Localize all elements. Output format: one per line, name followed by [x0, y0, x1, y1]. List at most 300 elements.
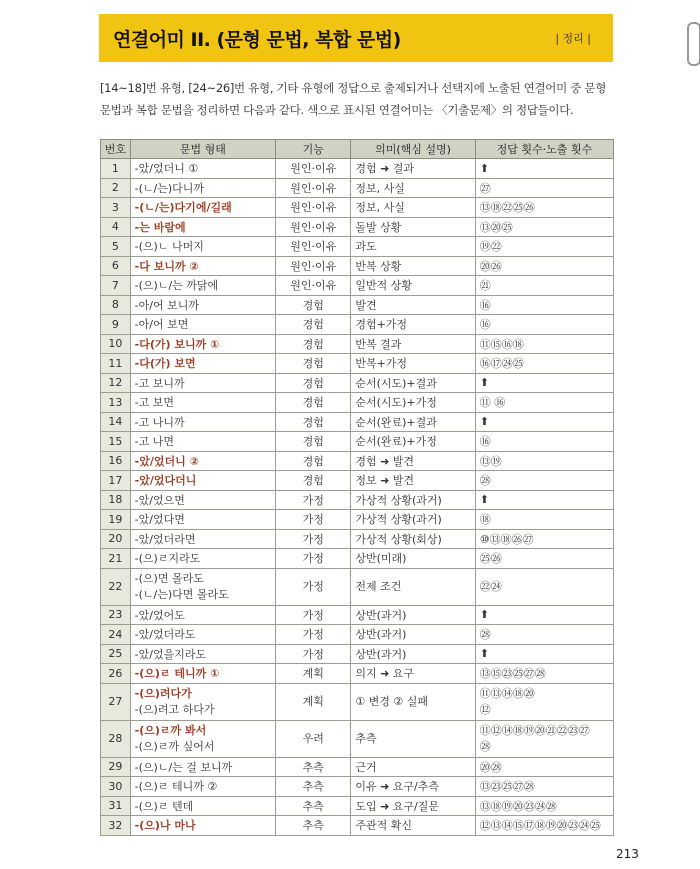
- row-number: [101, 451, 131, 471]
- grammar-meaning-text: 순서(완료)+결과: [355, 415, 437, 429]
- answer-counts-text: ⬆: [479, 415, 489, 429]
- answer-counts-text: ⑬⑮㉓㉕㉗㉘: [479, 667, 546, 681]
- grammar-meaning-text: 순서(시도)+가정: [355, 396, 437, 410]
- answer-counts-text: ㉒㉔: [479, 579, 502, 593]
- table-row: [101, 237, 614, 257]
- grammar-function-text: 경험: [302, 376, 324, 390]
- grammar-meaning: [351, 432, 475, 452]
- table-row: [101, 432, 614, 452]
- grammar-function: [276, 549, 351, 569]
- grammar-form: [130, 334, 275, 354]
- grammar-meaning-text: 경험 ➜ 결과: [355, 162, 415, 176]
- answer-counts-text: ⑬⑳㉕: [479, 220, 513, 234]
- grammar-form: [130, 276, 275, 296]
- answer-counts-text: ⬆: [479, 493, 489, 507]
- grammar-form: [130, 295, 275, 315]
- answer-counts: [475, 816, 613, 836]
- grammar-form-text: -았/었더니 ①: [134, 162, 199, 176]
- grammar-meaning: [351, 549, 475, 569]
- grammar-form: [130, 373, 275, 393]
- answer-counts-text: ⬆: [479, 376, 489, 390]
- table-row: [101, 490, 614, 510]
- grammar-meaning-text: 경험 ➜ 발견: [355, 454, 415, 468]
- answer-counts: [475, 198, 613, 218]
- grammar-form: [130, 237, 275, 257]
- row-number-text: 16: [108, 454, 123, 468]
- grammar-form-text: -다 보니까 ②: [134, 259, 199, 273]
- grammar-function: [276, 217, 351, 237]
- grammar-function-text: 가정: [302, 552, 324, 566]
- grammar-meaning: [351, 510, 475, 530]
- table-row: [101, 178, 614, 198]
- col-header-meaning: 의미(핵심 설명): [351, 140, 475, 159]
- answer-counts: [475, 471, 613, 491]
- grammar-form-text: -(으)ㄹ까 봐서: [134, 723, 207, 737]
- answer-counts: [475, 796, 613, 816]
- answer-counts: [475, 720, 613, 757]
- col-header-answers: 정답 횟수·노출 횟수: [475, 140, 613, 159]
- row-number-text: 5: [111, 239, 119, 253]
- row-number: [101, 664, 131, 684]
- table-row: [101, 217, 614, 237]
- grammar-form: [130, 625, 275, 645]
- grammar-function: [276, 315, 351, 335]
- row-number-text: 30: [108, 779, 123, 793]
- grammar-function: [276, 644, 351, 664]
- answer-counts: [475, 412, 613, 432]
- answer-counts: [475, 237, 613, 257]
- grammar-function-text: 우려: [302, 731, 324, 745]
- answer-counts: [475, 451, 613, 471]
- grammar-meaning-text: 반복 결과: [355, 337, 402, 351]
- grammar-meaning-text: 근거: [355, 760, 377, 774]
- row-number: [101, 178, 131, 198]
- col-header-function: 기능: [276, 140, 351, 159]
- grammar-meaning-text: 정보 ➜ 발견: [355, 474, 415, 488]
- row-number-text: 25: [108, 647, 123, 661]
- grammar-form: [130, 393, 275, 413]
- grammar-function-text: 경험: [302, 415, 324, 429]
- answer-counts-text: ⑪⑬⑭⑱⑳: [479, 686, 535, 700]
- row-number: [101, 256, 131, 276]
- answer-counts: [475, 334, 613, 354]
- grammar-function: [276, 683, 351, 720]
- grammar-meaning-text: 정보, 사실: [355, 201, 405, 215]
- section-tag: | 정리 |: [555, 32, 591, 45]
- row-number-text: 21: [108, 551, 123, 565]
- grammar-function: [276, 412, 351, 432]
- row-number-text: 19: [108, 512, 123, 526]
- grammar-function: [276, 432, 351, 452]
- row-number: [101, 777, 131, 797]
- row-number-text: 15: [108, 434, 123, 448]
- row-number: [101, 510, 131, 530]
- row-number-text: 2: [111, 181, 119, 195]
- grammar-form-text: -았/었다면: [134, 513, 185, 527]
- grammar-meaning-text: 정보, 사실: [355, 181, 405, 195]
- row-number-text: 28: [108, 731, 123, 745]
- table-row: [101, 315, 614, 335]
- grammar-form: [130, 816, 275, 836]
- row-number: [101, 757, 131, 777]
- grammar-meaning: [351, 354, 475, 374]
- row-number: [101, 412, 131, 432]
- grammar-meaning-text: 경험+가정: [355, 318, 408, 332]
- table-row: [101, 605, 614, 625]
- grammar-meaning-text: 의지 ➜ 요구: [355, 667, 415, 681]
- grammar-form-text: -아/어 보니까: [134, 298, 199, 312]
- grammar-form-text: -았/었더니 ②: [134, 454, 199, 468]
- grammar-form-text: -고 보면: [134, 396, 175, 410]
- grammar-function: [276, 796, 351, 816]
- answer-counts: [475, 549, 613, 569]
- answer-counts-text: ㉑: [479, 279, 491, 293]
- grammar-function: [276, 276, 351, 296]
- answer-counts: [475, 664, 613, 684]
- grammar-form-text: -(으)ㄹ지라도: [134, 552, 201, 566]
- grammar-form: [130, 315, 275, 335]
- grammar-function: [276, 664, 351, 684]
- answer-counts-text: ⑯⑰㉔㉕: [479, 357, 524, 371]
- answer-counts: [475, 625, 613, 645]
- grammar-meaning: [351, 605, 475, 625]
- row-number: [101, 644, 131, 664]
- grammar-meaning: [351, 393, 475, 413]
- grammar-meaning: [351, 198, 475, 218]
- grammar-form: [130, 354, 275, 374]
- grammar-form: [130, 510, 275, 530]
- answer-counts: [475, 315, 613, 335]
- grammar-function: [276, 373, 351, 393]
- grammar-form-text: -(으)ㄹ 텐데: [134, 799, 194, 813]
- row-number: [101, 816, 131, 836]
- answer-counts-text: ⑳㉖: [479, 259, 502, 273]
- grammar-form: [130, 757, 275, 777]
- table-row: [101, 757, 614, 777]
- answer-counts: [475, 373, 613, 393]
- table-row: [101, 777, 614, 797]
- answer-counts: [475, 432, 613, 452]
- answer-counts: [475, 178, 613, 198]
- grammar-form: [130, 568, 275, 605]
- grammar-meaning: [351, 777, 475, 797]
- answer-counts-text: ⑯: [479, 318, 491, 332]
- grammar-function-text: 경험: [302, 357, 324, 371]
- grammar-form-text: -는 바람에: [134, 220, 186, 234]
- row-number-text: 10: [108, 337, 123, 351]
- grammar-function-text: 원인·이유: [290, 220, 337, 234]
- grammar-meaning: [351, 334, 475, 354]
- table-row: [101, 451, 614, 471]
- answer-counts-text: ⑫⑬⑭⑮⑰⑱⑲⑳㉓㉔㉕: [479, 819, 601, 833]
- table-row: [101, 720, 614, 757]
- grammar-form-text: -(으)ㄹ 테니까 ①: [134, 667, 220, 681]
- grammar-meaning: [351, 178, 475, 198]
- row-number-text: 32: [108, 818, 123, 832]
- grammar-function: [276, 178, 351, 198]
- answer-counts-text: ⑯: [479, 298, 491, 312]
- table-row: [101, 510, 614, 530]
- grammar-meaning-text: 상반(과거): [355, 647, 407, 661]
- table-row: [101, 198, 614, 218]
- table-row: [101, 276, 614, 296]
- grammar-form-text: -(ㄴ/는)다기에/길래: [134, 201, 232, 215]
- table-row: [101, 816, 614, 836]
- grammar-form: [130, 490, 275, 510]
- answer-counts: [475, 510, 613, 530]
- row-number-text: 6: [111, 259, 119, 273]
- grammar-function: [276, 471, 351, 491]
- grammar-form: [130, 198, 275, 218]
- grammar-function: [276, 490, 351, 510]
- row-number-text: 8: [111, 298, 119, 312]
- row-number-text: 11: [108, 356, 123, 370]
- grammar-form: [130, 683, 275, 720]
- row-number: [101, 625, 131, 645]
- row-number-text: 29: [108, 760, 123, 774]
- col-header-form: 문법 형태: [130, 140, 275, 159]
- grammar-function-text: 추측: [302, 780, 324, 794]
- grammar-form-text: -고 나니까: [134, 415, 185, 429]
- table-row: [101, 412, 614, 432]
- grammar-form: [130, 217, 275, 237]
- grammar-form-text: -(으)ㄴ/는 걸 보니까: [134, 760, 233, 774]
- table-row: [101, 568, 614, 605]
- grammar-function-text: 가정: [302, 628, 324, 642]
- grammar-form-text: -다(가) 보니까 ①: [134, 337, 220, 351]
- grammar-form: [130, 178, 275, 198]
- grammar-function: [276, 159, 351, 179]
- grammar-form-text: -았/었더라면: [134, 532, 196, 546]
- grammar-meaning-text: 과도: [355, 240, 377, 254]
- grammar-meaning-text: 반복+가정: [355, 357, 408, 371]
- grammar-function-text: 가정: [302, 608, 324, 622]
- grammar-form: [130, 777, 275, 797]
- row-number-text: 23: [108, 608, 123, 622]
- row-number: [101, 490, 131, 510]
- page-number: 213: [616, 847, 639, 861]
- grammar-meaning: [351, 276, 475, 296]
- grammar-form: [130, 529, 275, 549]
- grammar-function-text: 원인·이유: [290, 240, 337, 254]
- row-number: [101, 720, 131, 757]
- grammar-meaning: [351, 568, 475, 605]
- answer-counts: [475, 757, 613, 777]
- grammar-meaning: [351, 490, 475, 510]
- row-number: [101, 217, 131, 237]
- answer-counts-text: ⑪⑮⑯⑱: [479, 337, 524, 351]
- answer-counts-text: ㉘: [479, 474, 491, 488]
- row-number-text: 12: [108, 376, 123, 390]
- row-number: [101, 295, 131, 315]
- grammar-form-text: -(으)ㄴ/는 까닭에: [134, 279, 219, 293]
- grammar-meaning: [351, 471, 475, 491]
- grammar-function: [276, 237, 351, 257]
- grammar-function-text: 경험: [302, 396, 324, 410]
- grammar-function-text: 원인·이유: [290, 279, 337, 293]
- grammar-form: [130, 471, 275, 491]
- table-row: [101, 334, 614, 354]
- grammar-meaning-text: 가상적 상황(회상): [355, 532, 442, 546]
- table-row: [101, 471, 614, 491]
- answer-counts: [475, 777, 613, 797]
- grammar-function: [276, 625, 351, 645]
- row-number-text: 17: [108, 473, 123, 487]
- table-row: [101, 664, 614, 684]
- grammar-form-text: -아/어 보면: [134, 318, 189, 332]
- answer-counts-text: ⑯: [479, 435, 491, 449]
- row-number: [101, 683, 131, 720]
- grammar-meaning-text: 도입 ➜ 요구/질문: [355, 799, 439, 813]
- answer-counts-text: ⑱: [479, 513, 491, 527]
- answer-counts: [475, 217, 613, 237]
- row-number-text: 18: [108, 493, 123, 507]
- grammar-function: [276, 605, 351, 625]
- grammar-function-text: 가정: [302, 579, 324, 593]
- row-number-text: 7: [111, 278, 119, 292]
- paperclip-icon: [687, 22, 700, 66]
- answer-counts: [475, 295, 613, 315]
- grammar-meaning: [351, 237, 475, 257]
- row-number: [101, 276, 131, 296]
- grammar-function: [276, 256, 351, 276]
- grammar-function-text: 계획: [302, 667, 324, 681]
- grammar-form-text: -(으)나 마나: [134, 819, 196, 833]
- grammar-form: [130, 549, 275, 569]
- grammar-function: [276, 354, 351, 374]
- grammar-function-text: 가정: [302, 513, 324, 527]
- grammar-function-text: 가정: [302, 647, 324, 661]
- table-row: [101, 549, 614, 569]
- grammar-form: [130, 412, 275, 432]
- answer-counts-text: ⑬⑱㉒㉕㉖: [479, 201, 535, 215]
- grammar-function-text: 경험: [302, 474, 324, 488]
- row-number-text: 14: [108, 415, 123, 429]
- row-number-text: 24: [108, 627, 123, 641]
- grammar-function: [276, 777, 351, 797]
- grammar-form: [130, 720, 275, 757]
- answer-counts-text: ⑪⑫⑭⑱⑲⑳㉑㉒㉓㉗: [479, 723, 590, 737]
- grammar-meaning-text: 상반(과거): [355, 628, 407, 642]
- grammar-function-text: 추측: [302, 799, 324, 813]
- grammar-function-text: 가정: [302, 493, 324, 507]
- answer-counts-text: ⑪ ⑯: [479, 396, 506, 410]
- table-row: [101, 625, 614, 645]
- grammar-form-text: -았/었으면: [134, 493, 185, 507]
- grammar-function-text: 원인·이유: [290, 181, 337, 195]
- grammar-meaning: [351, 217, 475, 237]
- row-number: [101, 373, 131, 393]
- grammar-function: [276, 295, 351, 315]
- grammar-meaning-text: 가상적 상황(과거): [355, 513, 442, 527]
- row-number: [101, 198, 131, 218]
- grammar-function-text: 경험: [302, 318, 324, 332]
- row-number: [101, 393, 131, 413]
- grammar-meaning-text: 순서(완료)+가정: [355, 435, 437, 449]
- grammar-form-text-2: -(으)려고 하다가: [134, 702, 215, 716]
- grammar-form-text: -(으)려다가: [134, 686, 192, 700]
- grammar-table: [100, 139, 614, 836]
- grammar-function: [276, 529, 351, 549]
- grammar-form-text-2: -(ㄴ/는)다면 몰라도: [134, 587, 229, 601]
- grammar-form-text: -(ㄴ/는)다니까: [134, 181, 205, 195]
- row-number: [101, 334, 131, 354]
- row-number-text: 20: [108, 532, 123, 546]
- grammar-function-text: 원인·이유: [290, 259, 337, 273]
- answer-counts-text: ⑬㉓㉕㉗㉘: [479, 780, 535, 794]
- row-number: [101, 568, 131, 605]
- grammar-meaning: [351, 796, 475, 816]
- answer-counts: [475, 256, 613, 276]
- answer-counts: [475, 683, 613, 720]
- grammar-meaning: [351, 664, 475, 684]
- answer-counts-text: ⬆: [479, 608, 489, 622]
- table-row: [101, 295, 614, 315]
- answer-counts: [475, 354, 613, 374]
- row-number: [101, 432, 131, 452]
- grammar-meaning: [351, 412, 475, 432]
- row-number: [101, 529, 131, 549]
- row-number: [101, 159, 131, 179]
- section-title: 연결어미 II. (문형 문법, 복합 문법): [113, 29, 401, 51]
- grammar-meaning-text: 순서(시도)+결과: [355, 376, 437, 390]
- table-header-row: [101, 140, 614, 159]
- answer-counts: [475, 490, 613, 510]
- grammar-function: [276, 510, 351, 530]
- grammar-form-text: -았/었더라도: [134, 628, 196, 642]
- answer-counts: [475, 568, 613, 605]
- grammar-meaning: [351, 644, 475, 664]
- table-row: [101, 644, 614, 664]
- grammar-meaning: [351, 159, 475, 179]
- grammar-meaning-text: 전제 조건: [355, 579, 402, 593]
- grammar-function-text: 경험: [302, 298, 324, 312]
- grammar-form-text: -(으)면 몰라도: [134, 571, 204, 585]
- grammar-meaning-text: 추측: [355, 731, 377, 745]
- grammar-meaning-text: 돌발 상황: [355, 220, 402, 234]
- row-number-text: 27: [108, 694, 123, 708]
- grammar-meaning: [351, 816, 475, 836]
- grammar-function-text: 경험: [302, 435, 324, 449]
- grammar-function: [276, 451, 351, 471]
- grammar-meaning: [351, 451, 475, 471]
- grammar-meaning: [351, 373, 475, 393]
- row-number-text: 3: [111, 200, 119, 214]
- grammar-form: [130, 605, 275, 625]
- grammar-function-text: 추측: [302, 819, 324, 833]
- grammar-meaning: [351, 683, 475, 720]
- grammar-meaning-text: 일반적 상황: [355, 279, 412, 293]
- grammar-form-text: -다(가) 보면: [134, 357, 196, 371]
- grammar-meaning: [351, 295, 475, 315]
- row-number: [101, 237, 131, 257]
- table-row: [101, 354, 614, 374]
- grammar-function: [276, 757, 351, 777]
- grammar-form: [130, 451, 275, 471]
- section-header: [99, 14, 613, 62]
- answer-counts: [475, 644, 613, 664]
- grammar-form: [130, 796, 275, 816]
- row-number-text: 31: [108, 799, 123, 813]
- table-row: [101, 529, 614, 549]
- answer-counts-text: ⑬⑲: [479, 454, 502, 468]
- grammar-meaning-text: 가상적 상황(과거): [355, 493, 442, 507]
- row-number-text: 1: [111, 161, 119, 175]
- row-number: [101, 471, 131, 491]
- grammar-function: [276, 568, 351, 605]
- grammar-function-text: 원인·이유: [290, 162, 337, 176]
- grammar-form-text-2: -(으)ㄹ까 싶어서: [134, 739, 215, 753]
